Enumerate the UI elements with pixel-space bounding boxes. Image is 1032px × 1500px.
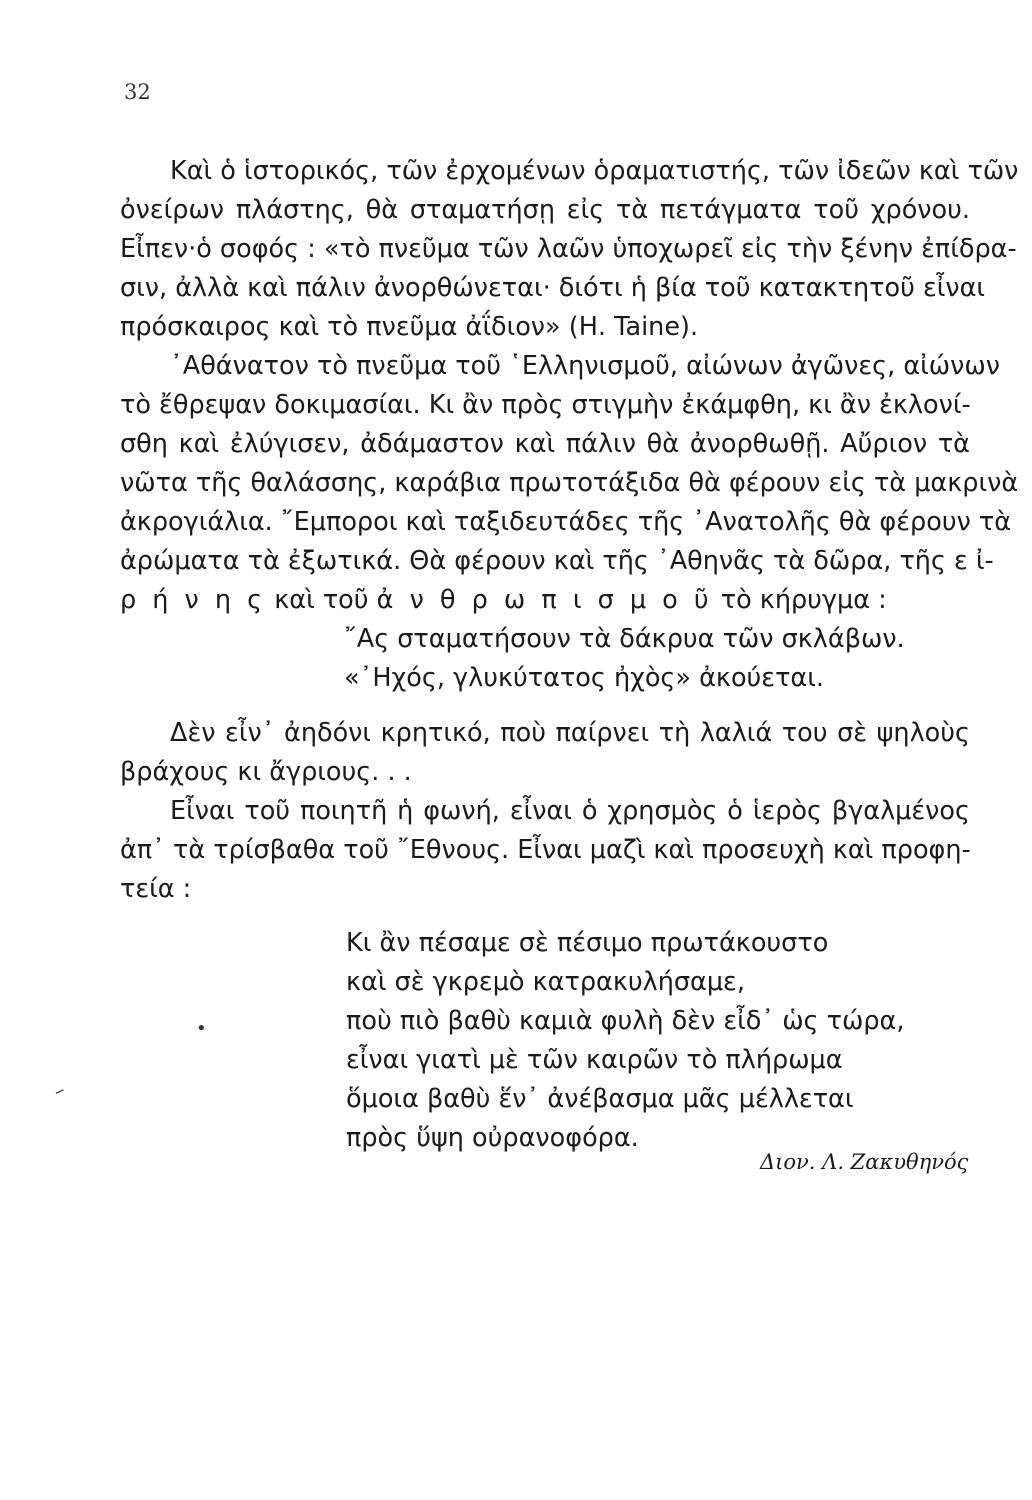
text-span: τὸ κήρυγμα : <box>712 585 887 615</box>
text-line: τὸ ἔθρεψαν δοκιμασίαι. Κι ἂν πρὸς στιγμὴν ἐκάμφθη, κι ἂν ἐκλονί- <box>120 390 971 420</box>
text-span: καὶ τοῦ <box>266 585 377 615</box>
poem-line: ὅμοια βαθὺ ἕν᾿ ἀνέβασμα μᾶς μέλλεται <box>346 1084 854 1114</box>
text-line: σθη καὶ ἐλύγισεν, ἀδάμαστον καὶ πάλιν θὰ ἀνορθωθῇ. Αὔριον τὰ <box>120 429 970 459</box>
text-line: νῶτα τῆς θαλάσσης, καράβια πρωτοτάξιδα θὰ φέρουν εἰς τὰ μακρινὰ <box>120 468 1019 498</box>
text-line: τεία : <box>120 874 192 904</box>
quote-line: ῎Ας σταματήσουν τὰ δάκρυα τῶν σκλάβων. <box>344 624 905 654</box>
poem-line: πρὸς ὕψη οὐρανοφόρα. <box>346 1123 639 1153</box>
author-signature: Διον. Λ. Ζακυθηνός <box>760 1150 969 1174</box>
ink-dash-mark: – <box>49 1077 69 1103</box>
text-line: Εἶπεν·ὁ σοφός : «τὸ πνεῦμα τῶν λαῶν ὑποχωρεῖ εἰς τὴν ξένην ἐπίδρα- <box>120 234 1017 264</box>
text-line: ἀρώματα τὰ ἐξωτικά. Θὰ φέρουν καὶ τῆς ᾿Αθηνᾶς τὰ δῶρα, τῆς ε ἰ- <box>120 546 994 576</box>
text-line <box>120 585 970 615</box>
poem-line: εἶναι γιατὶ μὲ τῶν καιρῶν τὸ πλήρωμα <box>346 1045 843 1075</box>
text-line: ἀπ᾿ τὰ τρίσβαθα τοῦ ῎Εθνους. Εἶναι μαζὶ καὶ προσευχὴ καὶ προφη- <box>120 835 971 865</box>
text-line: Εἶναι τοῦ ποιητῆ ἡ φωνή, εἶναι ὁ χρησμὸς ὁ ἱερὸς βγαλμένος <box>170 796 970 826</box>
poem-line: καὶ σὲ γκρεμὸ κατρακυλήσαμε, <box>346 967 745 997</box>
poem-line: ποὺ πιὸ βαθὺ καμιὰ φυλὴ δὲν εἶδ᾿ ὡς τώρα, <box>346 1006 905 1036</box>
ink-dot-mark: • <box>196 1018 207 1039</box>
quote-line: «᾿Ηχός, γλυκύτατος ἠχὸς» ἀκούεται. <box>344 663 824 693</box>
text-line: σιν, ἀλλὰ καὶ πάλιν ἀνορθώνεται· διότι ἡ βία τοῦ κατακτητοῦ εἶναι <box>120 273 986 303</box>
text-line: ᾿Αθάνατον τὸ πνεῦμα τοῦ ῾Ελληνισμοῦ, αἰώνων ἀγῶνες, αἰώνων <box>170 351 1000 381</box>
page-number: 32 <box>124 80 151 104</box>
text-line: βράχους κι ἄγριους. . . <box>120 757 412 787</box>
spaced-word-eirinis: ρ ή ν η ς <box>120 585 267 615</box>
text-line: Καὶ ὁ ἱστορικός, τῶν ἐρχομένων ὁραματιστής, τῶν ἰδεῶν καὶ τῶν <box>170 156 1019 186</box>
text-line: ἀκρογιάλια. ῎Εμποροι καὶ ταξιδευτάδες τῆς ᾿Ανατολῆς θὰ φέρουν τὰ <box>120 507 1012 537</box>
poem-line: Κι ἂν πέσαμε σὲ πέσιμο πρωτάκουστο <box>346 928 829 958</box>
text-line: πρόσκαιρος καὶ τὸ πνεῦμα ἀΐδιον» (Η. Taine). <box>120 312 699 342</box>
text-line: Δὲν εἶν᾿ ἀηδόνι κρητικό, ποὺ παίρνει τὴ λαλιά του σὲ ψηλοὺς <box>170 718 970 748</box>
spaced-word-anthropismou: ἀ ν θ ρ ω π ι σ μ ο ῦ <box>376 585 713 615</box>
text-line: ὀνείρων πλάστης, θὰ σταματήσῃ εἰς τὰ πετάγματα τοῦ χρόνου. <box>120 195 970 225</box>
